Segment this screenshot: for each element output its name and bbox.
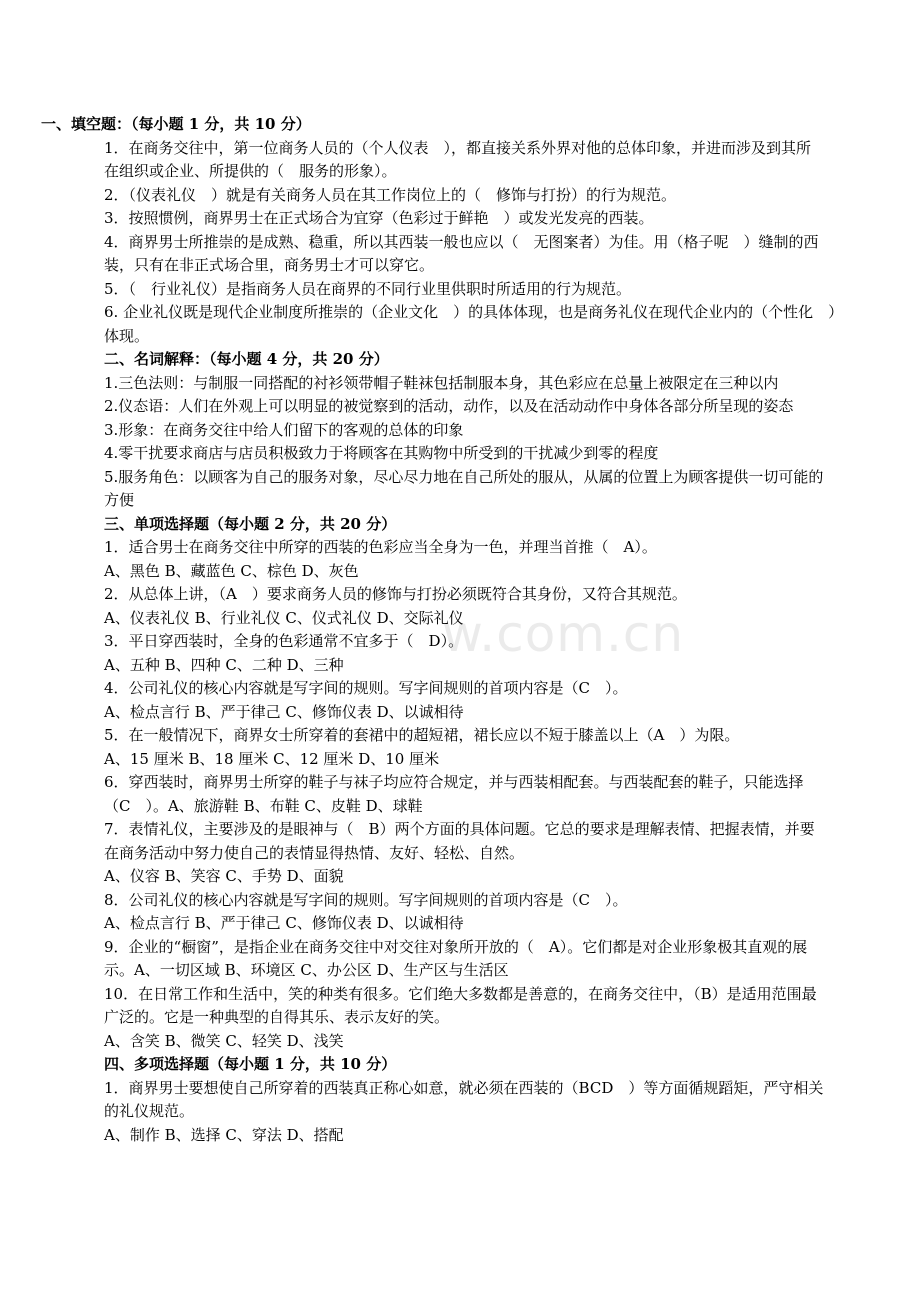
text-line: A、15 厘米 B、18 厘米 C、12 厘米 D、10 厘米: [104, 749, 440, 768]
text-line: 8．公司礼仪的核心内容就是写字间的规则。写字间规则的首项内容是（C ）。: [104, 890, 628, 909]
text-line: A、检点言行 B、严于律己 C、修饰仪表 D、以诚相待: [104, 914, 464, 932]
text-line: 示。A、一切区域 B、环境区 C、办公区 D、生产区与生活区: [104, 961, 509, 979]
text-line: A、仪容 B、笑容 C、手势 D、面貌: [104, 867, 344, 885]
section-fill-in: [0, 113, 920, 348]
document-page: [0, 113, 920, 1147]
section-heading: 三、单项选择题（每小题 2 分，共 20 分）: [104, 514, 397, 533]
text-line: 6．穿西装时，商界男士所穿的鞋子与袜子均应符合规定，并与西装相配套。与西装配套的鞋子，只能选择: [104, 773, 804, 791]
text-line: 3．按照惯例，商界男士在正式场合为宜穿（色彩过于鲜艳 ）或发光发亮的西装。: [104, 209, 654, 227]
text-line: 方便: [104, 491, 135, 509]
text-line: 2．从总体上讲，（A ）要求商务人员的修饰与打扮必须既符合其身份，又符合其规范。: [104, 585, 687, 603]
text-line: A、仪表礼仪 B、行业礼仪 C、仪式礼仪 D、交际礼仪: [104, 608, 464, 627]
text-line: A、含笑 B、微笑 C、轻笑 D、浅笑: [104, 1031, 344, 1050]
section-heading: 四、多项选择题（每小题 1 分，共 10 分）: [104, 1055, 397, 1073]
text-line: A、黑色 B、藏蓝色 C、棕色 D、灰色: [104, 561, 359, 580]
text-line: 体现。: [104, 326, 150, 345]
text-line: 的礼仪规范。: [104, 1102, 195, 1120]
text-line: 5．在一般情况下，商界女士所穿着的套裙中的超短裙，裙长应以不短于膝盖以上（A ）为限。: [104, 726, 740, 744]
text-line: 3.形象：在商务交往中给人们留下的客观的总体的印象: [104, 420, 464, 439]
text-line: 1．在商务交往中，第一位商务人员的（个人仪表 ），都直接关系外界对他的总体印象，并进而涉及到其所: [104, 138, 812, 157]
text-line: 广泛的。它是一种典型的自得其乐、表示友好的笑。: [104, 1008, 450, 1026]
text-line: 装，只有在非正式场合里，商务男士才可以穿它。: [104, 256, 435, 274]
text-line: A、五种 B、四种 C、二种 D、三种: [104, 655, 344, 674]
text-line: 2.仪态语：人们在外观上可以明显的被觉察到的活动，动作，以及在活动动作中身体各部分所呈现的姿态: [104, 397, 794, 415]
text-line: 3．平日穿西装时，全身的色彩通常不宜多于（ D）。: [104, 632, 464, 650]
text-line: A、制作 B、选择 C、穿法 D、搭配: [104, 1125, 344, 1144]
section-heading: 一、填空题：（每小题 1 分，共 10 分）: [41, 115, 311, 133]
text-line: 4．商界男士所推崇的是成熟、稳重，所以其西装一般也应以（ 无图案者）为佳。用（格子呢 ）缝制的西: [104, 232, 819, 251]
text-line: 6. 企业礼仪既是现代企业制度所推崇的（企业文化 ）的具体体现，也是商务礼仪在现代企业内的（个性化 ）: [104, 303, 844, 321]
text-line: A、检点言行 B、严于律己 C、修饰仪表 D、以诚相待: [104, 702, 464, 721]
text-line: 1．商界男士要想使自己所穿着的西装真正称心如意，就必须在西装的（BCD ）等方面循规蹈矩，严守相关: [104, 1078, 824, 1097]
section-heading: 二、名词解释：（每小题 4 分，共 20 分）: [104, 350, 389, 368]
text-line: 4．公司礼仪的核心内容就是写字间的规则。写字间规则的首项内容是（C ）。: [104, 679, 628, 697]
text-line: 2．（仪表礼仪 ）就是有关商务人员在其工作岗位上的（ 修饰与打扮）的行为规范。: [104, 185, 677, 204]
text-line: 9．企业的“橱窗”，是指企业在商务交往中对交往对象所开放的（ A）。它们都是对企业形象极其直观的展: [104, 937, 808, 956]
section-single-choice: [0, 513, 920, 1054]
text-line: 在商务活动中努力使自己的表情显得热情、友好、轻松、自然。: [104, 843, 525, 862]
text-line: 在组织或企业、所提供的（ 服务的形象）。: [104, 162, 397, 180]
section-multiple-choice: [0, 1053, 920, 1147]
text-line: 5．（ 行业礼仪）是指商务人员在商界的不同行业里供职时所适用的行为规范。: [104, 279, 632, 298]
text-line: 7．表情礼仪，主要涉及的是眼神与（ B）两个方面的具体问题。它总的要求是理解表情、把握表情，并要: [104, 820, 815, 838]
text-line: （C ）。A、旅游鞋 B、布鞋 C、皮鞋 D、球鞋: [104, 796, 423, 815]
watermark: w.com.cn: [442, 605, 685, 663]
text-line: 1.三色法则：与制服一同搭配的衬衫领带帽子鞋袜包括制服本身，其色彩应在总量上被限定在三种以内: [104, 373, 779, 392]
text-line: 10．在日常工作和生活中，笑的种类有很多。它们绝大多数都是善意的，在商务交往中，（B）是适用范围最: [104, 984, 817, 1003]
text-line: 5.服务角色：以顾客为自己的服务对象，尽心尽力地在自己所处的服从，从属的位置上为顾客提供一切可能的: [104, 467, 824, 486]
section-definitions: [0, 348, 920, 513]
text-line: 4.零干扰要求商店与店员积极致力于将顾客在其购物中所受到的干扰减少到零的程度: [104, 444, 659, 462]
text-line: 1．适合男士在商务交往中所穿的西装的色彩应当全身为一色，并理当首推（ A）。: [104, 538, 657, 556]
